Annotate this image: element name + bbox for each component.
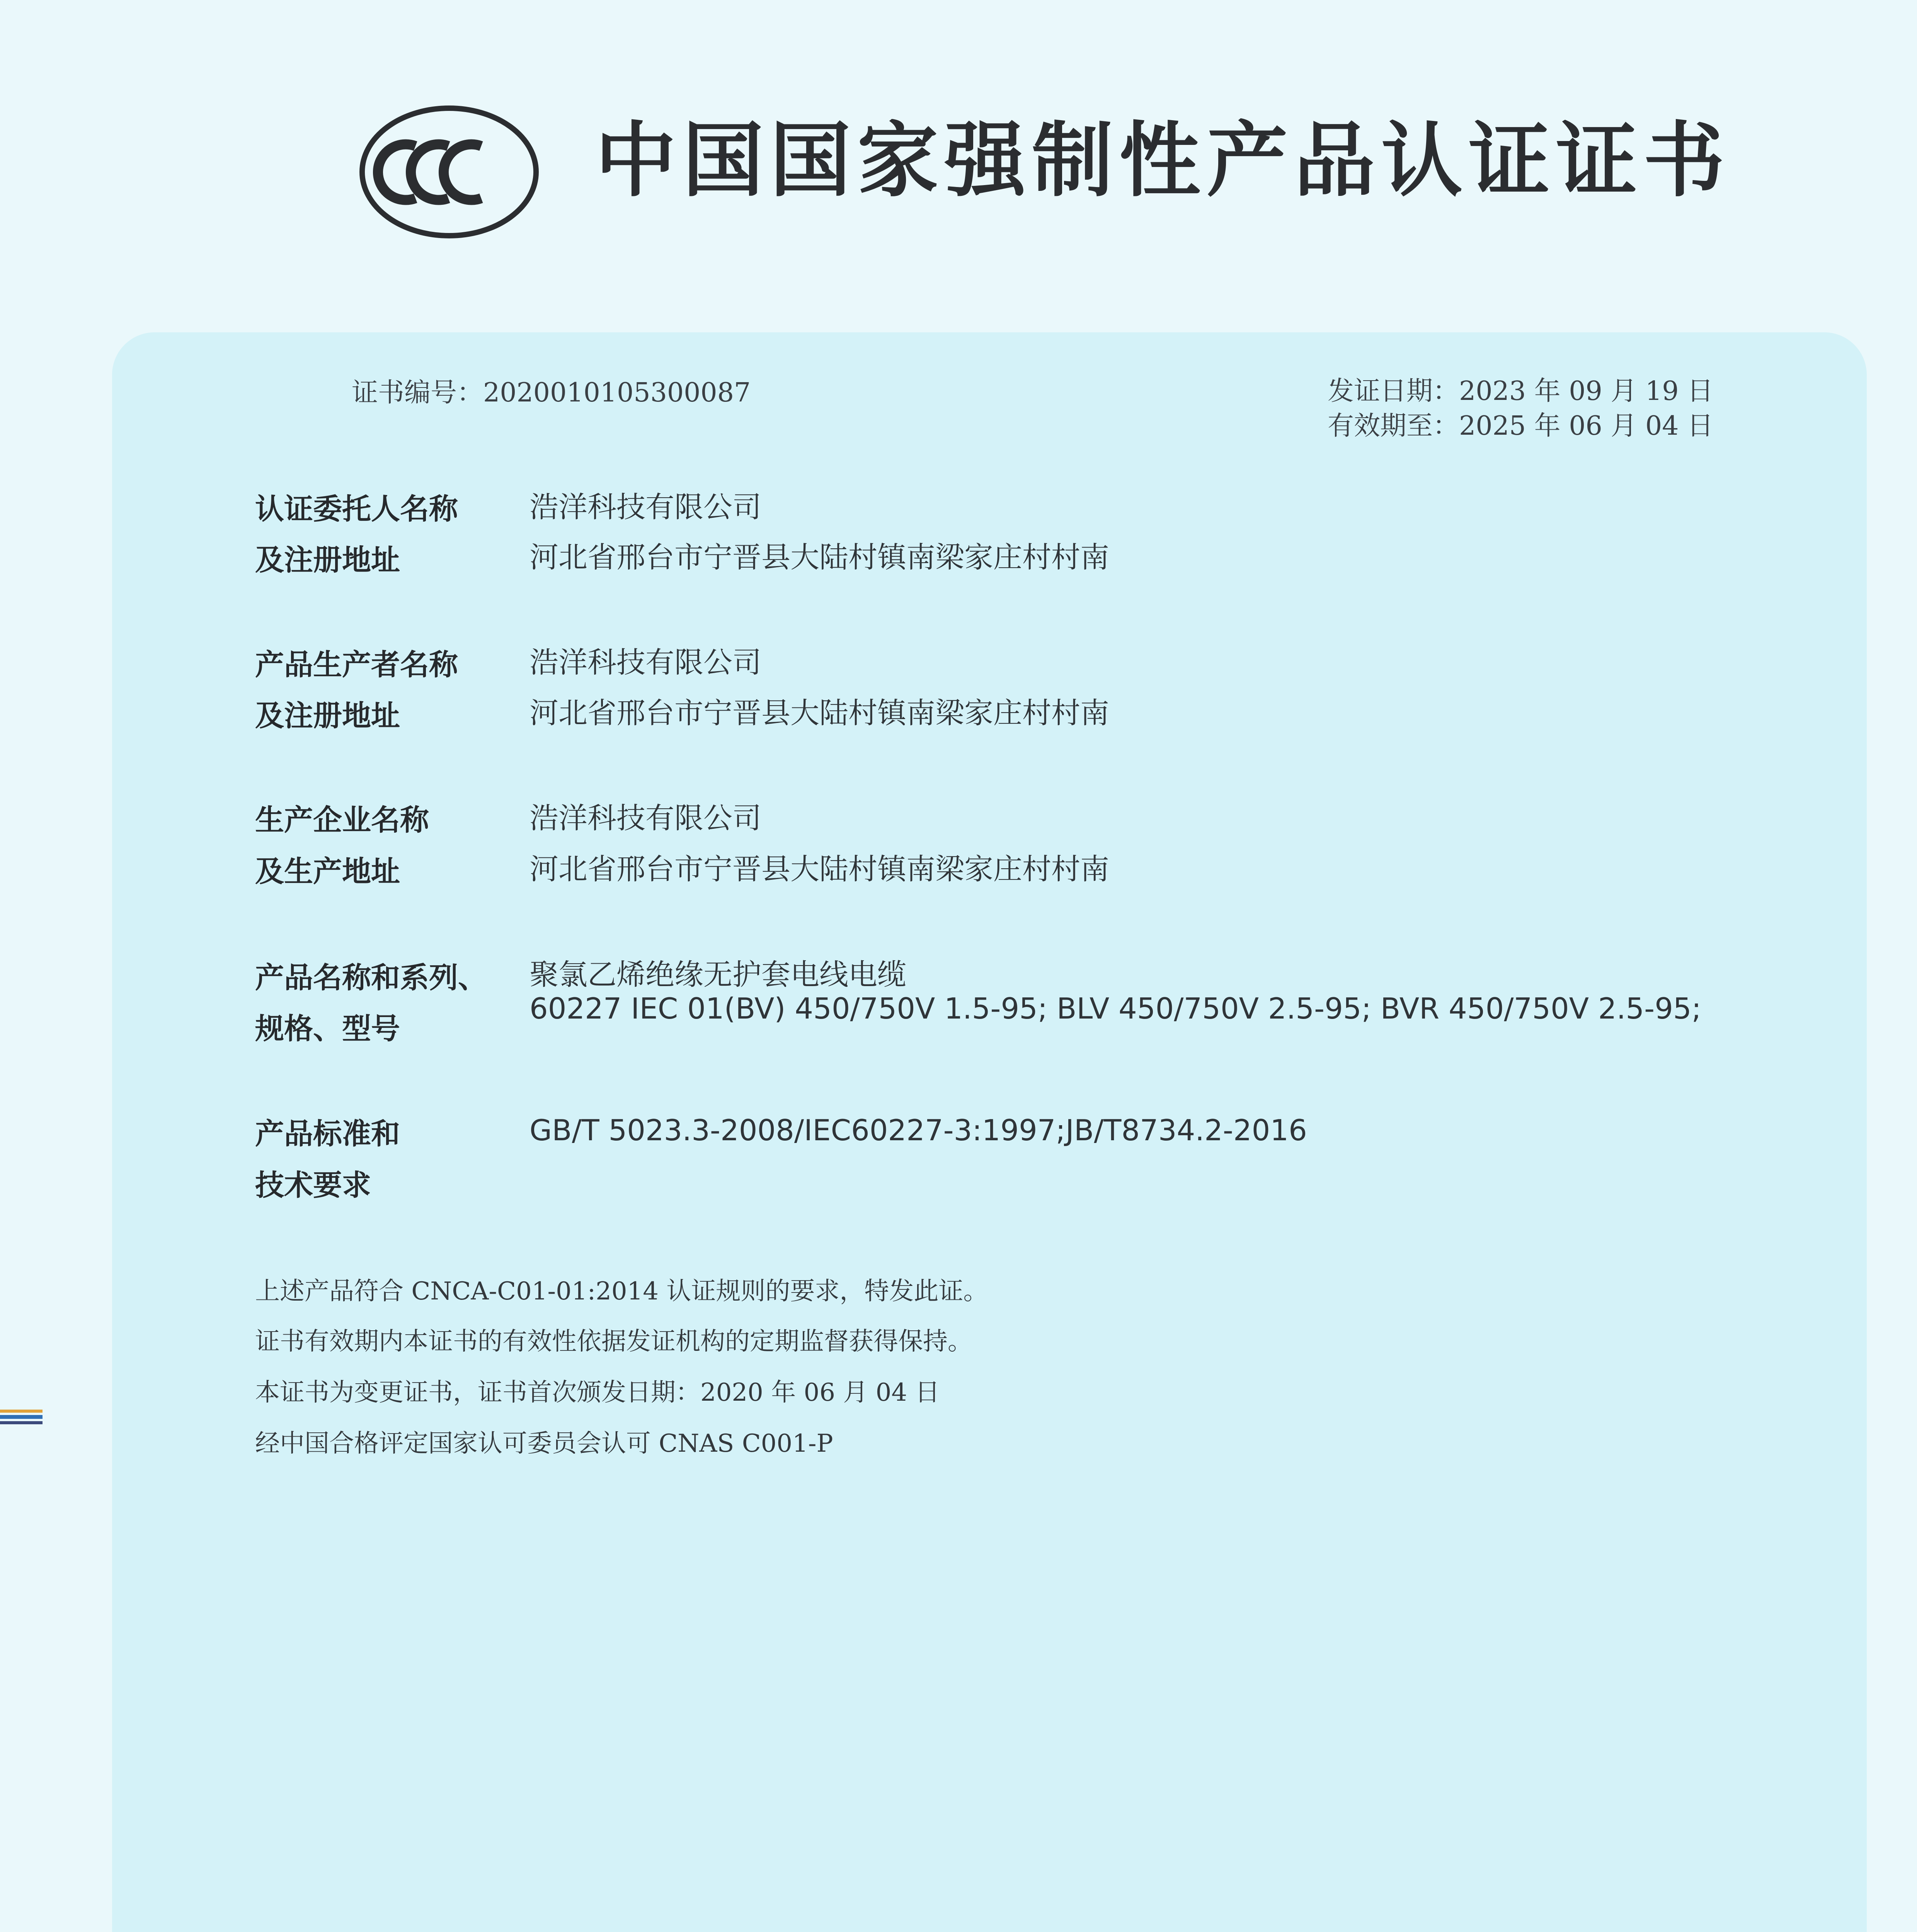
standard-value: GB/T 5023.3-2008/IEC60227-3:1997;JB/T8734.2-2016	[529, 1113, 1307, 1147]
note-line: 上述产品符合 CNCA-C01-01:2014 认证规则的要求，特发此证。	[255, 1277, 988, 1306]
product-models: 60227 IEC 01(BV) 450/750V 1.5-95; BLV 450/750V 2.5-95; BVR 450/750V 2.5-95;	[529, 992, 1701, 1026]
ccc-logo	[358, 104, 541, 241]
manufacturer-address-label: 及注册地址	[255, 699, 400, 733]
standard-label: 产品标准和	[255, 1117, 400, 1151]
valid-until-date: 有效期至：2025 年 06 月 04 日	[1328, 411, 1714, 441]
note-line: 证书有效期内本证书的有效性依据发证机构的定期监督获得保持。	[255, 1327, 972, 1356]
manufacturer-name: 浩洋科技有限公司	[529, 645, 762, 679]
standard-label-2: 技术要求	[255, 1168, 371, 1202]
applicant-label: 认证委托人名称	[255, 492, 458, 526]
applicant-address: 河北省邢台市宁晋县大陆村镇南梁家庄村村南	[529, 540, 1110, 574]
scan-edge-mark	[0, 1406, 43, 1430]
manufacturer-address: 河北省邢台市宁晋县大陆村镇南梁家庄村村南	[529, 696, 1110, 730]
applicant-address-label: 及注册地址	[255, 543, 400, 577]
product-label: 产品名称和系列、	[255, 961, 487, 995]
certificate-number: 证书编号：2020010105300087	[352, 378, 751, 408]
note-line: 经中国合格评定国家认可委员会认可 CNAS C001-P	[255, 1429, 833, 1458]
certificate-title: 中国国家强制性产品认证证书	[595, 113, 1731, 208]
factory-name: 浩洋科技有限公司	[529, 801, 762, 835]
applicant-name: 浩洋科技有限公司	[529, 490, 762, 524]
factory-address-label: 及生产地址	[255, 854, 400, 888]
issue-date: 发证日期：2023 年 09 月 19 日	[1328, 376, 1714, 406]
product-name: 聚氯乙烯绝缘无护套电线电缆	[529, 957, 907, 992]
manufacturer-label: 产品生产者名称	[255, 648, 458, 682]
factory-label: 生产企业名称	[255, 803, 429, 837]
factory-address: 河北省邢台市宁晋县大陆村镇南梁家庄村村南	[529, 852, 1110, 886]
product-model-label: 规格、型号	[255, 1012, 400, 1046]
note-line: 本证书为变更证书，证书首次颁发日期：2020 年 06 月 04 日	[255, 1378, 940, 1407]
